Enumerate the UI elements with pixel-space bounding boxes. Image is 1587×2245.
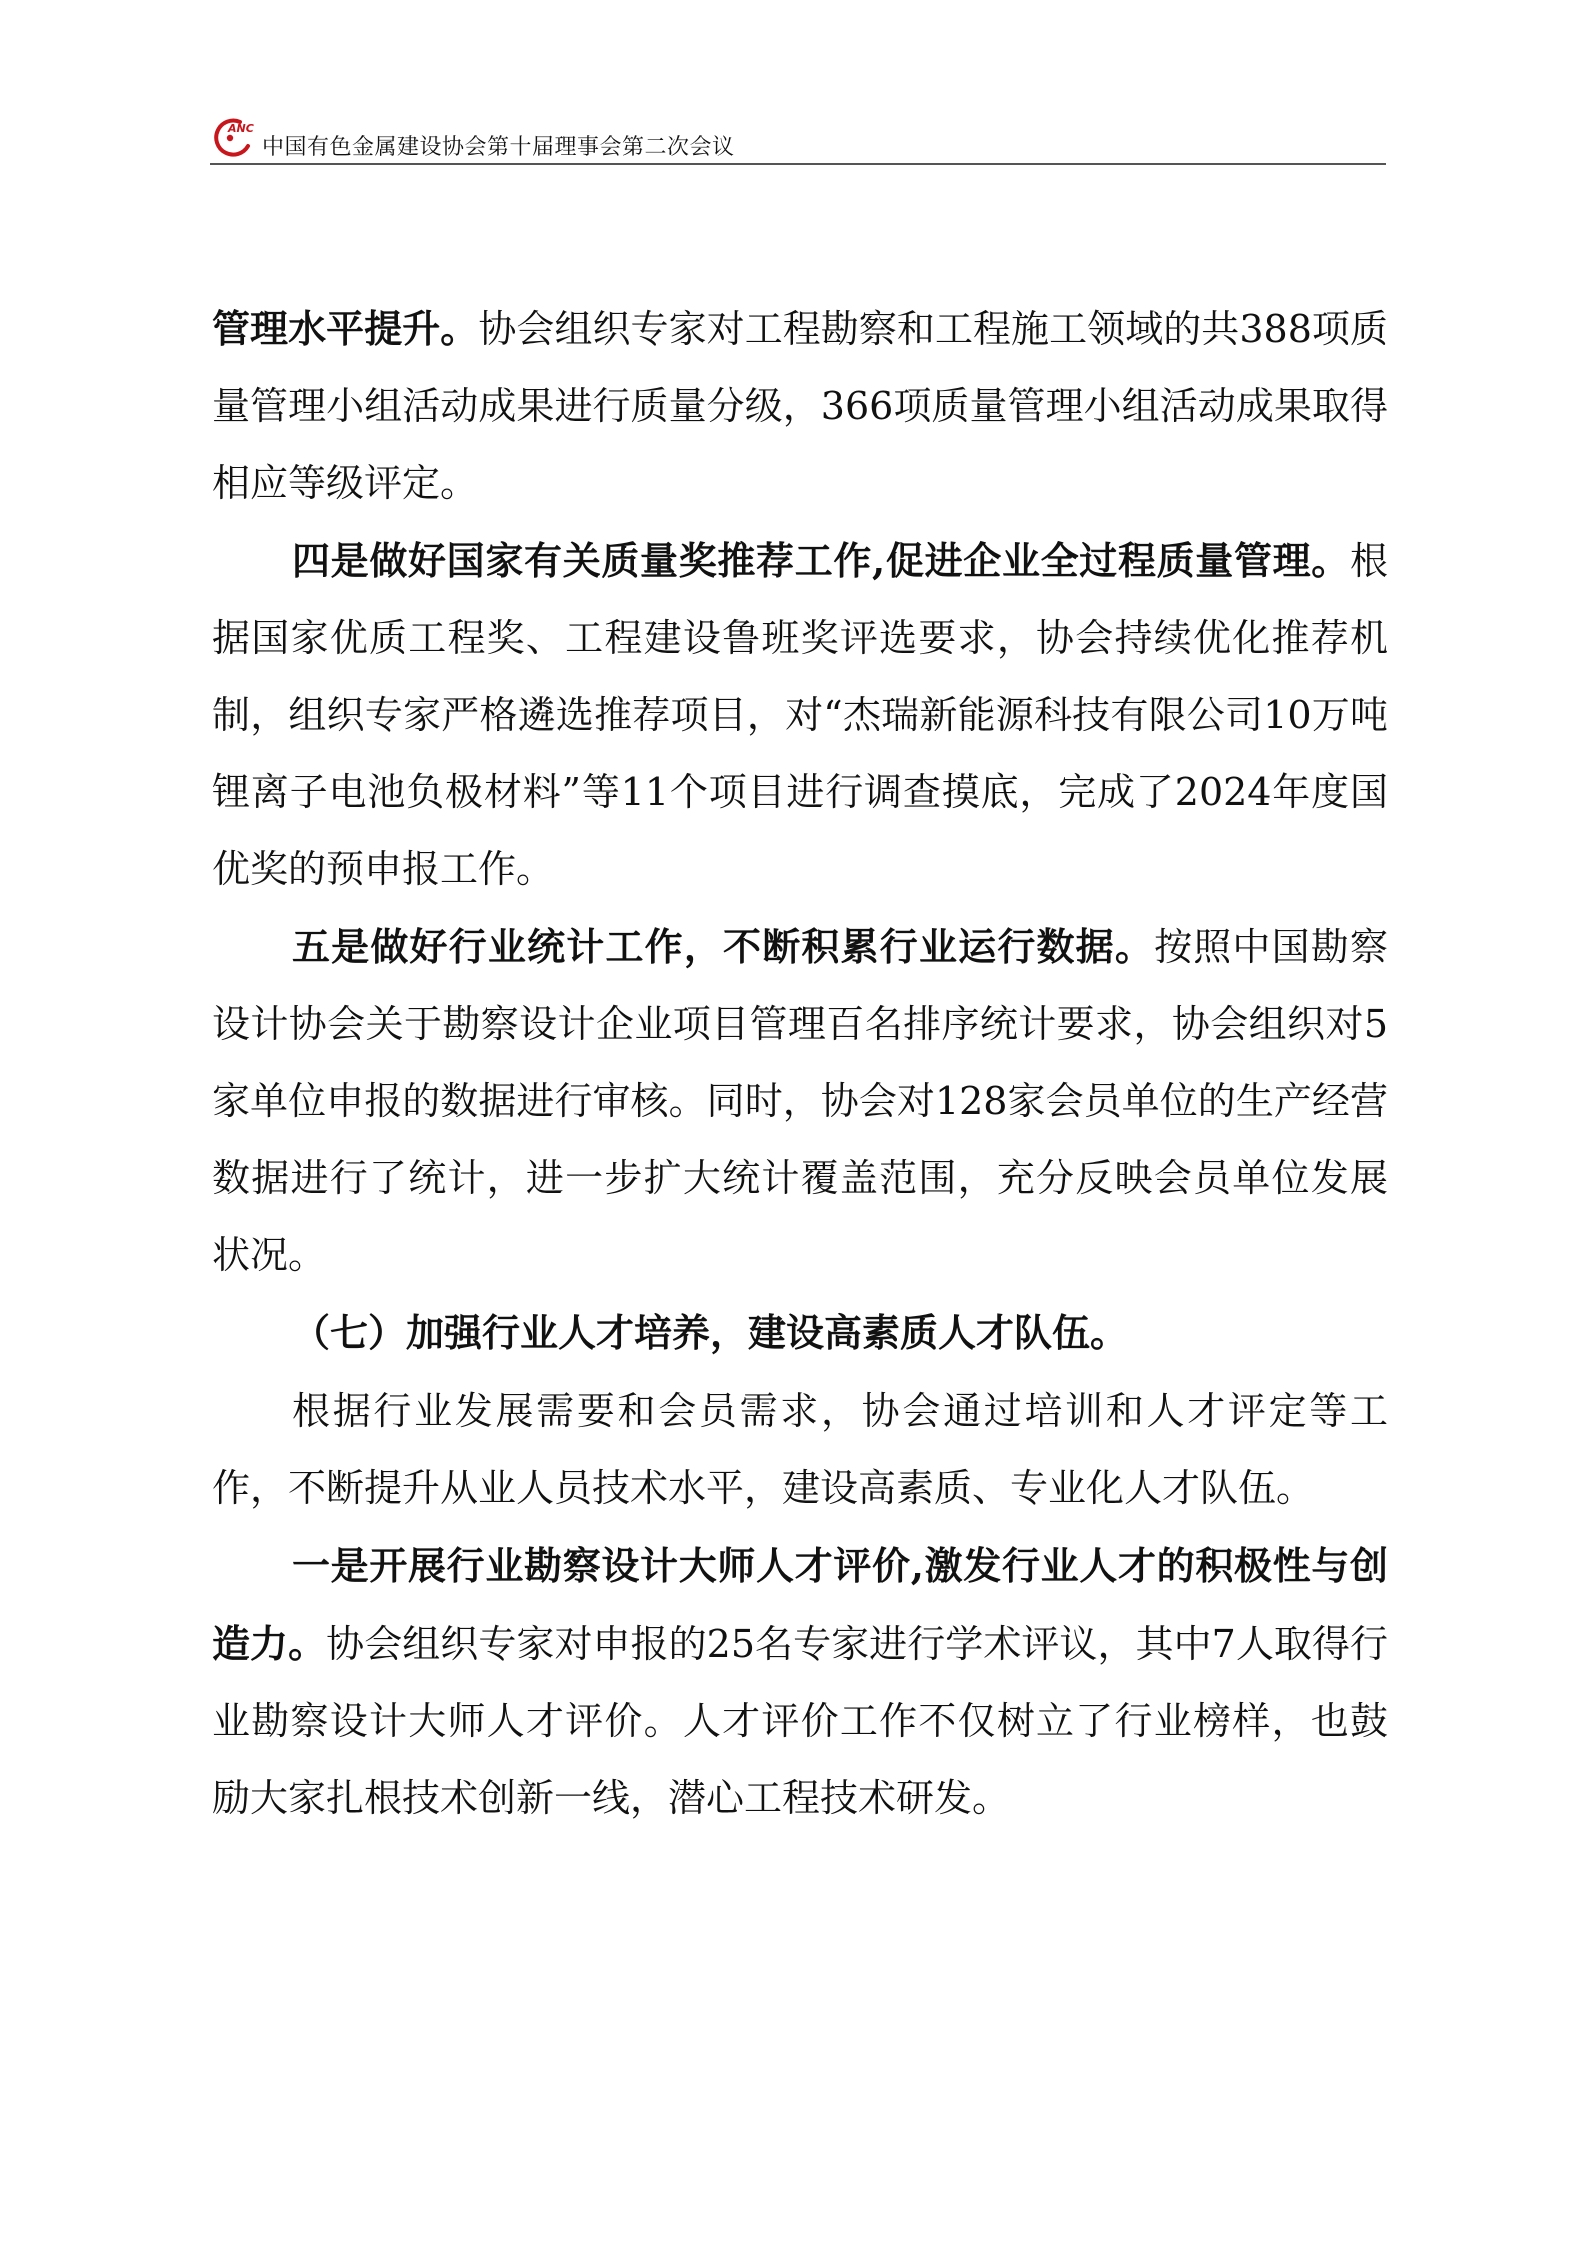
paragraph-6-text: 协会组织专家对申报的25名专家进行学术评议，其中7人取得行业勘察设计大师人才评价。人才评价工作不仅树立了行业榜样，也鼓励大家扎根技术创新一线，潜心工程技术研发。: [212, 1622, 1388, 1820]
document-body: [212, 290, 1388, 1837]
paragraph-3-text: 按照中国勘察设计协会关于勘察设计企业项目管理百名排序统计要求，协会组织对5家单位申报的数据进行审核。同时，协会对128家会员单位的生产经营数据进行了统计，进一步扩大统计覆盖范围，充分反映会员单位发展状况。: [212, 925, 1388, 1277]
section-heading-7-text: （七）加强行业人才培养，建设高素质人才队伍。: [292, 1310, 1129, 1355]
paragraph-6: [212, 1527, 1388, 1837]
paragraph-3-lead: 五是做好行业统计工作，不断积累行业运行数据。: [292, 924, 1155, 969]
anc-logo-icon: [210, 114, 256, 160]
svg-text:ANC: ANC: [228, 122, 254, 135]
paragraph-2: [212, 522, 1388, 908]
section-heading-7: [212, 1294, 1388, 1372]
paragraph-5: [212, 1372, 1388, 1527]
paragraph-2-text: 根据国家优质工程奖、工程建设鲁班奖评选要求，协会持续优化推荐机制，组织专家严格遴选推荐项目，对“杰瑞新能源科技有限公司10万吨锂离子电池负极材料”等11个项目进行调查摸底，完成了2024年度国优奖的预申报工作。: [212, 539, 1388, 891]
paragraph-1-text: 协会组织专家对工程勘察和工程施工领域的共388项质量管理小组活动成果进行质量分级，366项质量管理小组活动成果取得相应等级评定。: [212, 307, 1388, 505]
page-header: [210, 108, 1386, 166]
header-divider: [210, 163, 1386, 165]
paragraph-3: [212, 908, 1388, 1294]
paragraph-6-lead: 一是开展行业勘察设计大师人才评价,激发行业人才的积极性与创造力。: [212, 1543, 1388, 1666]
header-title: 中国有色金属建设协会第十届理事会第二次会议: [262, 135, 735, 160]
paragraph-1: [212, 290, 1388, 522]
paragraph-1-lead: 管理水平提升。: [212, 306, 479, 351]
paragraph-2-lead: 四是做好国家有关质量奖推荐工作,促进企业全过程质量管理。: [292, 538, 1350, 583]
paragraph-5-text: 根据行业发展需要和会员需求，协会通过培训和人才评定等工作，不断提升从业人员技术水平，建设高素质、专业化人才队伍。: [212, 1389, 1388, 1510]
